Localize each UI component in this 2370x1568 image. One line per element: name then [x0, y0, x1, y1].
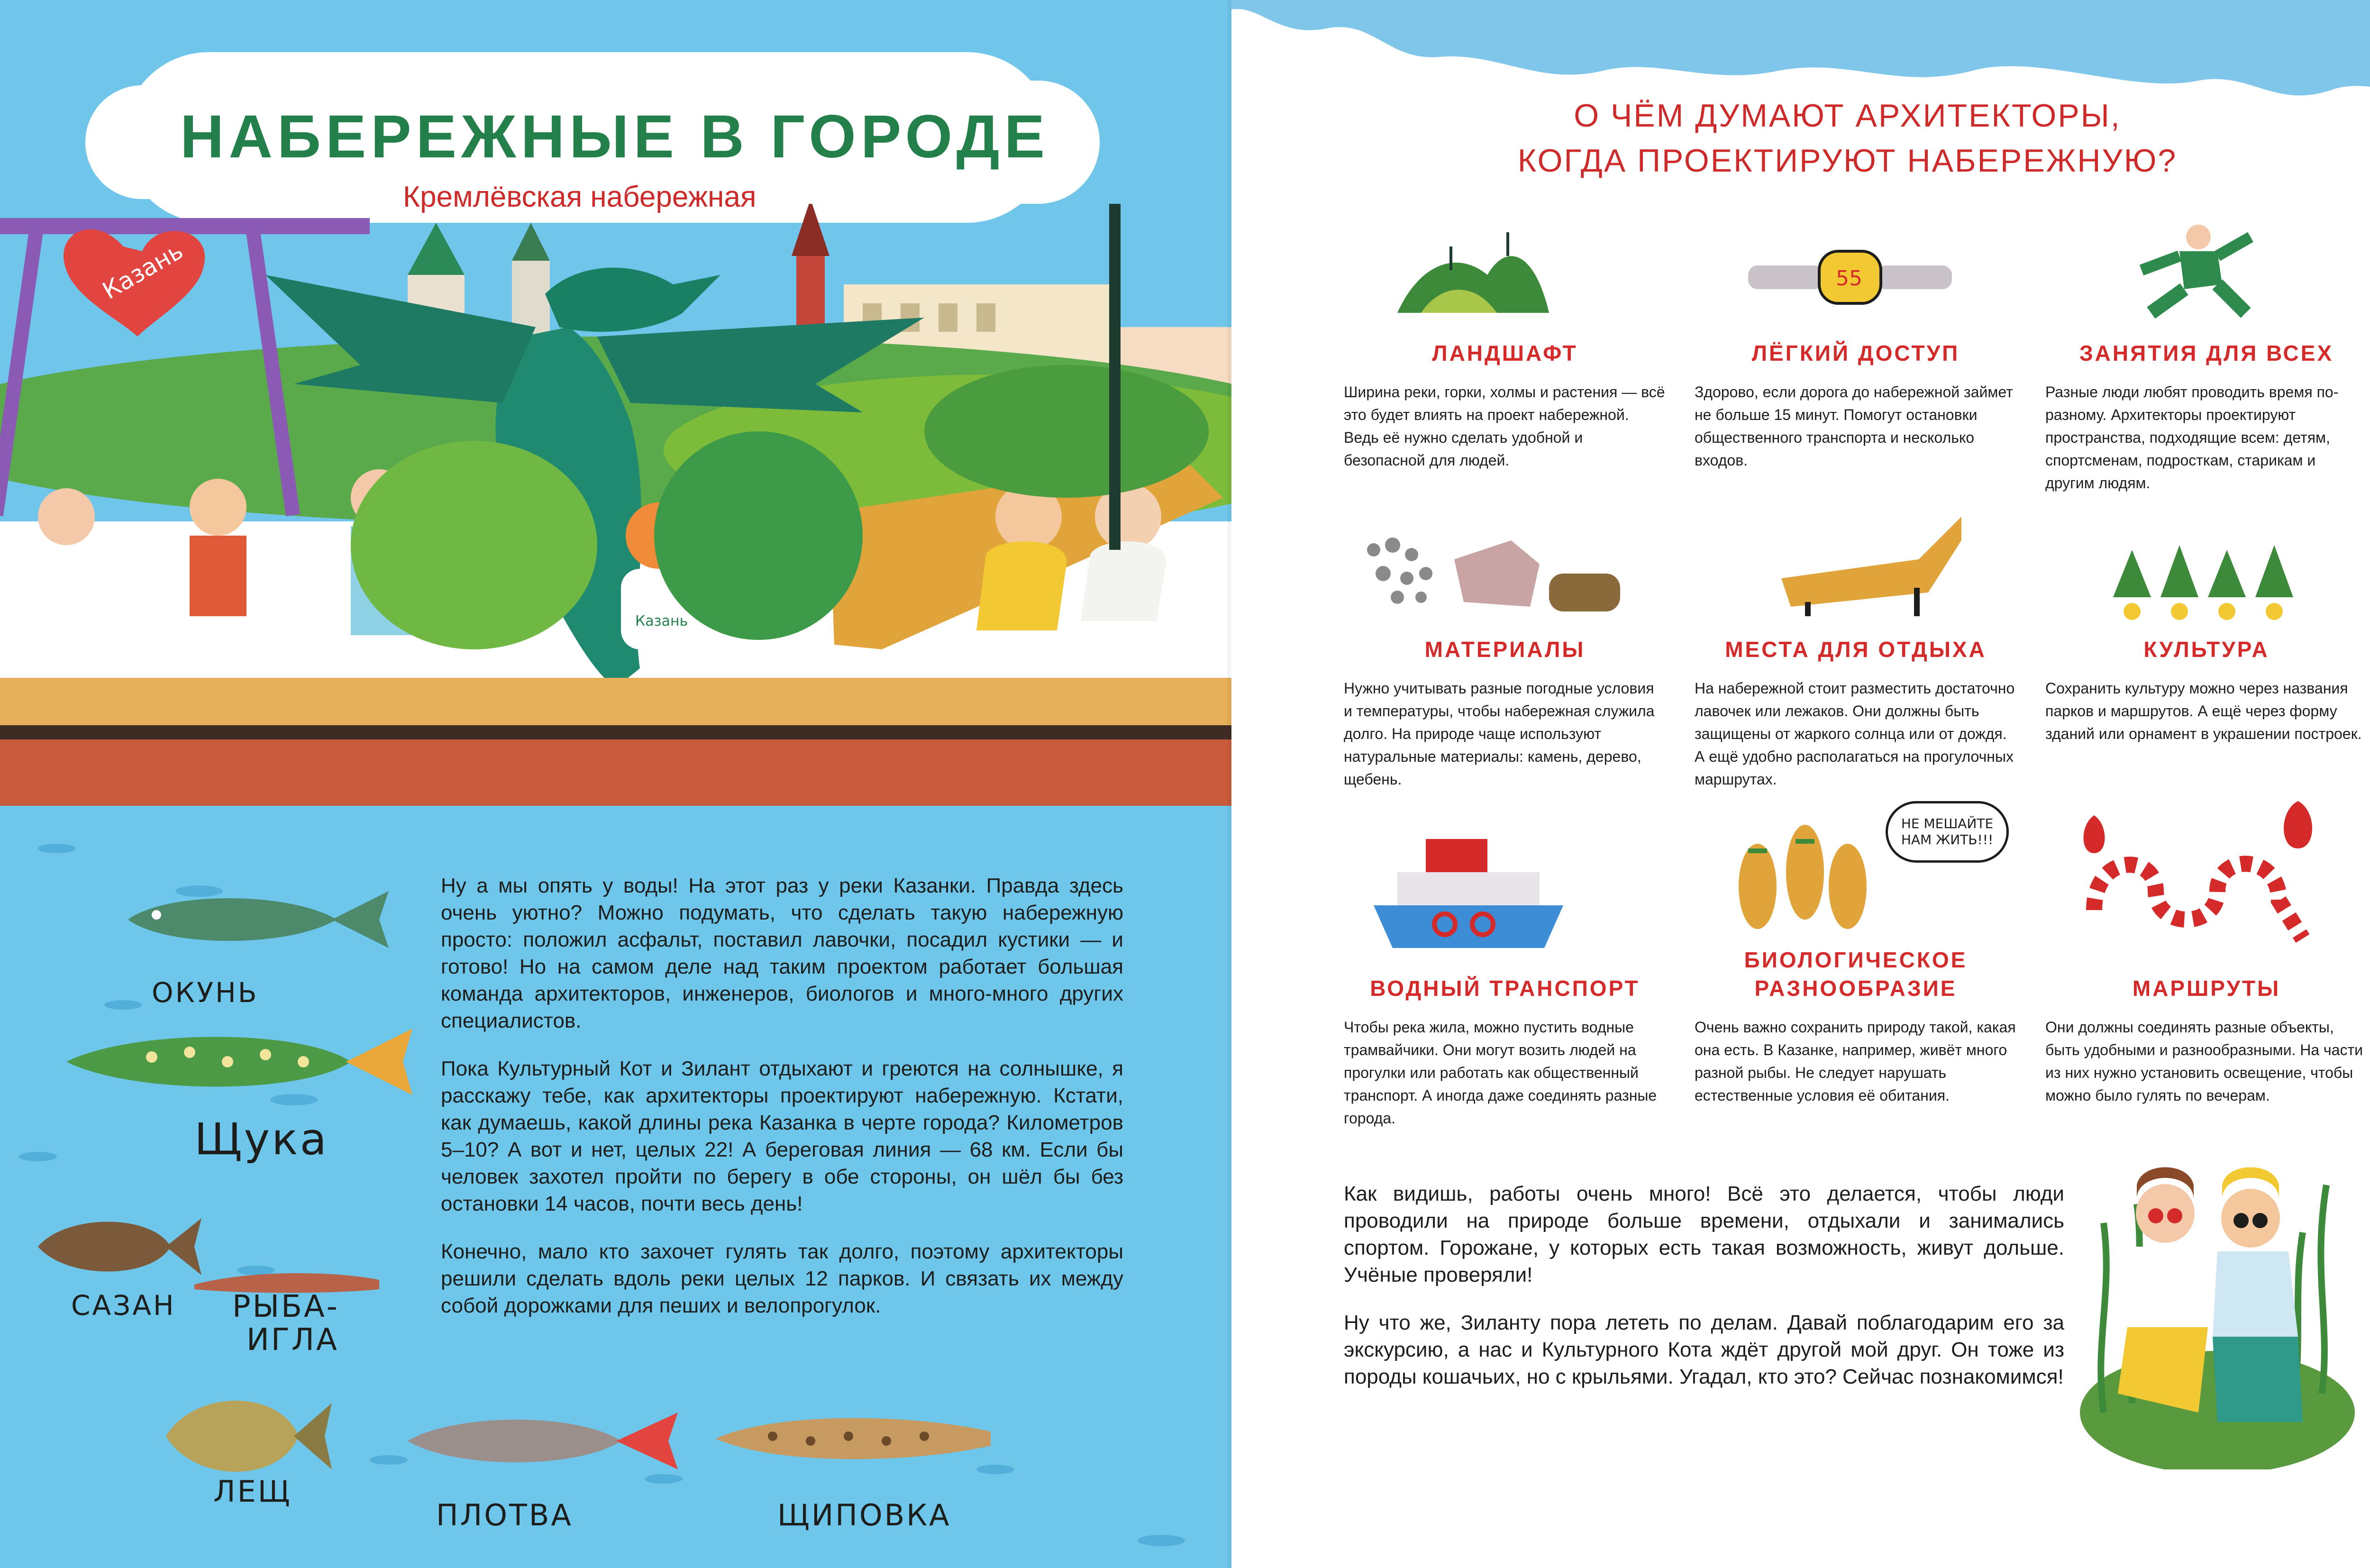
route-icon [2075, 796, 2322, 953]
card-title: КУЛЬТУРА [2143, 637, 2270, 662]
card-title: ЛЁГКИЙ ДОСТУП [1751, 341, 1960, 365]
card-culture [2045, 635, 2368, 745]
card-text: Очень важно сохранить природу такой, какая она есть. В Казанке, например, живёт много разной рыбы. Не следует нарушать естественные условия её обитания. [1695, 1019, 2016, 1104]
fish-label-plotva: ПЛОТВА [436, 1498, 573, 1532]
card-title: ЛАНДШАФТ [1432, 341, 1578, 365]
right-heading-line2: КОГДА ПРОЕКТИРУЮТ НАБЕРЕЖНУЮ? [1517, 143, 2178, 179]
card-activities [2045, 339, 2368, 494]
card-title: ВОДНЫЙ ТРАНСПОРТ [1370, 976, 1640, 1001]
card-text: Они должны соединять разные объекты, быть удобными и разнообразными. На части из них нужно установить освещение, чтобы можно было гулять по вечерам. [2045, 1019, 2363, 1104]
right-heading-line1: О ЧЁМ ДУМАЮТ АРХИТЕКТОРЫ, [1574, 98, 2121, 134]
speech-bubble [1886, 801, 2009, 863]
perch-fish [109, 882, 393, 957]
card-text: Разные люди любят проводить время по-разному. Архитекторы проектируют пространства, подходящие всем: детям, спортсменам, подросткам, старикам и другим людям. [2045, 383, 2339, 492]
fish-label-shchipovka: ЩИПОВКА [777, 1498, 951, 1532]
card-rest-places [1695, 635, 2017, 791]
heart-label: Казань [98, 237, 188, 305]
card-title-line1: БИОЛОГИЧЕСКОЕ [1744, 948, 1968, 972]
card-text: Здорово, если дорога до набережной займет не больше 15 минут. Помогут остановки общественного транспорта и несколько входов. [1695, 383, 2013, 469]
boat-icon [1369, 830, 1568, 953]
card-easy-access [1695, 339, 2017, 472]
fish-label-okun: ОКУНЬ [152, 976, 259, 1009]
runner-icon [2123, 218, 2265, 322]
card-title-line2: РАЗНООБРАЗИЕ [1754, 976, 1957, 1001]
watch-icon [1748, 246, 1952, 308]
page-subtitle: Кремлёвская набережная [403, 181, 757, 213]
right-body-text [1344, 1180, 2064, 1390]
card-materials [1344, 635, 1666, 791]
speech-bubble-text: НЕ МЕШАЙТЕ НАМ ЖИТЬ!!! [1901, 816, 1994, 848]
fish-label-sazan: САЗАН [71, 1289, 176, 1322]
left-body-text [441, 872, 1123, 1340]
card-text: Сохранить культуру можно через названия парков и маршрутов. А ещё через форму зданий или орнамент в украшении построек. [2045, 680, 2362, 742]
roach-fish [398, 1403, 683, 1479]
right-page [1231, 0, 2370, 1568]
fish-label-ryba-igla-2: ИГЛА [246, 1322, 339, 1358]
page-title: НАБЕРЕЖНЫЕ В ГОРОДЕ [180, 103, 1049, 171]
materials-icon [1359, 521, 1644, 616]
card-text: Нужно учитывать разные погодные условия и температуры, чтобы набережная служила долго. На природе чаще используют натуральные материалы: камень, дерево, щебень. [1344, 680, 1655, 788]
left-paragraph: Ну а мы опять у воды! На этот раз у реки Казанки. Правда здесь очень уютно? Можно подумать, что сделать такую набережную просто: положил асфальт, поставил лавочки, посадил кустики — и готово! Но на самом деле над таким проектом работает большая команда архитекторов, инженеров, биологов и много-много других специалистов. [441, 874, 1123, 1032]
tshirt-label: Казань [635, 613, 688, 629]
card-landscape [1344, 339, 1666, 472]
card-water-transport [1344, 974, 1666, 1130]
hills-icon [1393, 223, 1554, 318]
right-paragraph: Как видишь, работы очень много! Всё это делается, чтобы люди проводили на природе больше времени, отдыхали и занимались спортом. Горожане, у которых есть такая возможность, живут дольше. Учёные проверяли! [1344, 1182, 2064, 1286]
embankment-illustration [0, 204, 1231, 763]
spined-loach-fish [706, 1398, 1000, 1479]
fish-label-leshch: ЛЕЩ [213, 1474, 292, 1509]
left-paragraph: Конечно, мало кто захочет гулять так долго, поэтому архитекторы решили сделать вдоль реки целых 12 парков. И связать их между собой дорожками для пеших и велопрогулок. [441, 1240, 1123, 1317]
card-text: На набережной стоит разместить достаточно лавочек или лежаков. Они должны быть защищены от жаркого солнца или от дождя. А ещё удобно располагаться на прогулочных маршрутах. [1695, 680, 2015, 788]
watch-display: 55 [1836, 266, 1862, 291]
card-biodiversity [1695, 946, 2017, 1107]
pike-fish [57, 1010, 417, 1114]
bream-fish [156, 1384, 337, 1488]
card-routes [2045, 974, 2368, 1107]
card-text: Ширина реки, горки, холмы и растения — всё это будет влиять на проект набережной. Ведь её нужно сделать удобной и безопасной для людей. [1344, 383, 1665, 469]
ornament-icon [2104, 531, 2303, 626]
clouds-top [1231, 0, 2370, 109]
right-paragraph: Ну что же, Зиланту пора лететь по делам. Давай поблагодарим его за экскурсию, а нас и Культурного Кота ждёт другой мой друг. Он тоже из породы кошачьих, но с крыльями. Угадал, кто это? Сейчас познакомимся! [1344, 1311, 2064, 1388]
card-text: Чтобы река жила, можно пустить водные трамвайчики. Они могут возить людей на прогулки или работать как общественный транспорт. А иногда даже соединять разные города. [1344, 1019, 1657, 1127]
card-title: МЕСТА ДЛЯ ОТДЫХА [1725, 637, 1987, 662]
fish-label-shchuka: Щука [194, 1114, 329, 1165]
carp-fish [28, 1204, 204, 1289]
card-title: МАРШРУТЫ [2132, 976, 2281, 1001]
lounger-icon [1777, 512, 1966, 616]
left-paragraph: Пока Культурный Кот и Зилант отдыхают и греются на солнышке, я расскажу тебе, как архитекторы проектируют набережную. Кстати, как думаешь, какой длины река Казанка в черте города? Километров 5–10? А вот и нет, целых 22! А береговая линия — 68 км. Если бы человек захотел пройти по берегу в обе стороны, он шёл бы без остановки 14 часов, почти весь день! [441, 1057, 1123, 1215]
fish-label-ryba-igla-1: РЫБА- [232, 1289, 339, 1324]
people-in-grass-illustration [2075, 1128, 2360, 1469]
card-title: МАТЕРИАЛЫ [1424, 637, 1586, 662]
card-title: ЗАНЯТИЯ ДЛЯ ВСЕХ [2079, 341, 2334, 365]
